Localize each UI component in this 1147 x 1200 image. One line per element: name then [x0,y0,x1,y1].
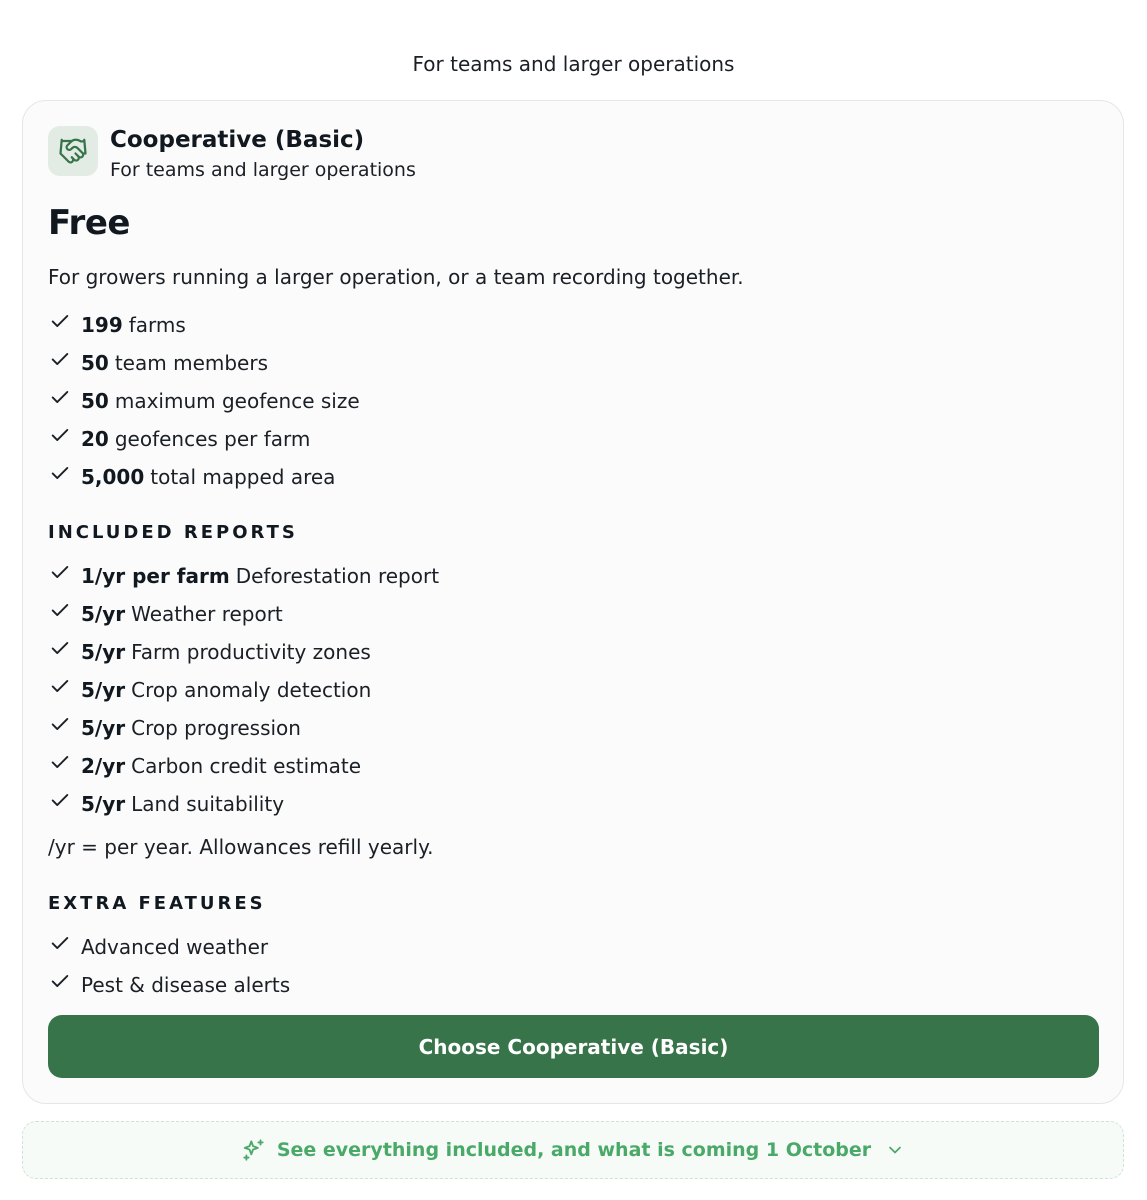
check-icon [48,560,72,584]
plan-price: Free [48,203,130,243]
check-icon [48,461,72,485]
list-item [48,633,439,671]
plan-description: For growers running a larger operation, or a team recording together. [48,265,744,289]
allowance-note: /yr = per year. Allowances refill yearly. [48,835,434,859]
top-caption: For teams and larger operations [412,52,735,76]
limit-label: farms [128,313,186,337]
report-allowance: 1/yr per farm [81,564,230,588]
report-label: Carbon credit estimate [131,754,362,778]
report-label: Crop anomaly detection [131,678,372,702]
check-icon [48,423,72,447]
list-item [48,306,360,344]
list-item [48,747,439,785]
check-icon [48,636,72,660]
limit-label: total mapped area [150,465,336,489]
sparkles-icon [241,1137,267,1163]
check-icon [48,969,72,993]
check-icon [48,931,72,955]
limit-value: 199 [81,313,123,337]
list-item [48,928,290,966]
limit-label: maximum geofence size [114,389,360,413]
check-icon [48,712,72,736]
feature-label: Advanced weather [81,935,269,959]
limit-value: 50 [81,389,109,413]
report-label: Crop progression [131,716,301,740]
feature-label: Pest & disease alerts [81,973,291,997]
list-item [48,458,360,496]
check-icon [48,347,72,371]
see-everything-toggle[interactable] [22,1121,1124,1179]
report-label: Land suitability [131,792,285,816]
check-icon [48,309,72,333]
list-item [48,382,360,420]
report-label: Weather report [131,602,283,626]
limit-value: 50 [81,351,109,375]
list-item [48,966,290,1004]
list-item [48,671,439,709]
plan-card [22,100,1124,1104]
limits-list [48,306,360,496]
report-allowance: 5/yr [81,716,126,740]
extras-list [48,928,290,1004]
report-allowance: 5/yr [81,678,126,702]
check-icon [48,598,72,622]
included-reports-heading: INCLUDED REPORTS [48,522,298,543]
see-everything-label: See everything included, and what is coming 1 October [276,1139,872,1161]
check-icon [48,674,72,698]
report-allowance: 2/yr [81,754,126,778]
list-item [48,557,439,595]
handshake-icon [48,126,98,176]
report-allowance: 5/yr [81,602,126,626]
list-item [48,709,439,747]
limit-value: 5,000 [81,465,145,489]
report-label: Farm productivity zones [131,640,371,664]
reports-list [48,557,439,823]
list-item [48,595,439,633]
extra-features-heading: EXTRA FEATURES [48,893,266,914]
report-label: Deforestation report [235,564,440,588]
plan-name: Cooperative (Basic) [110,127,365,153]
list-item [48,344,360,382]
report-allowance: 5/yr [81,792,126,816]
chevron-down-icon [885,1140,905,1160]
check-icon [48,385,72,409]
plan-subtitle: For teams and larger operations [110,159,416,181]
limit-value: 20 [81,427,109,451]
limit-label: geofences per farm [114,427,311,451]
choose-plan-button[interactable]: Choose Cooperative (Basic) [48,1015,1099,1078]
check-icon [48,788,72,812]
list-item [48,420,360,458]
check-icon [48,750,72,774]
limit-label: team members [114,351,268,375]
report-allowance: 5/yr [81,640,126,664]
list-item [48,785,439,823]
